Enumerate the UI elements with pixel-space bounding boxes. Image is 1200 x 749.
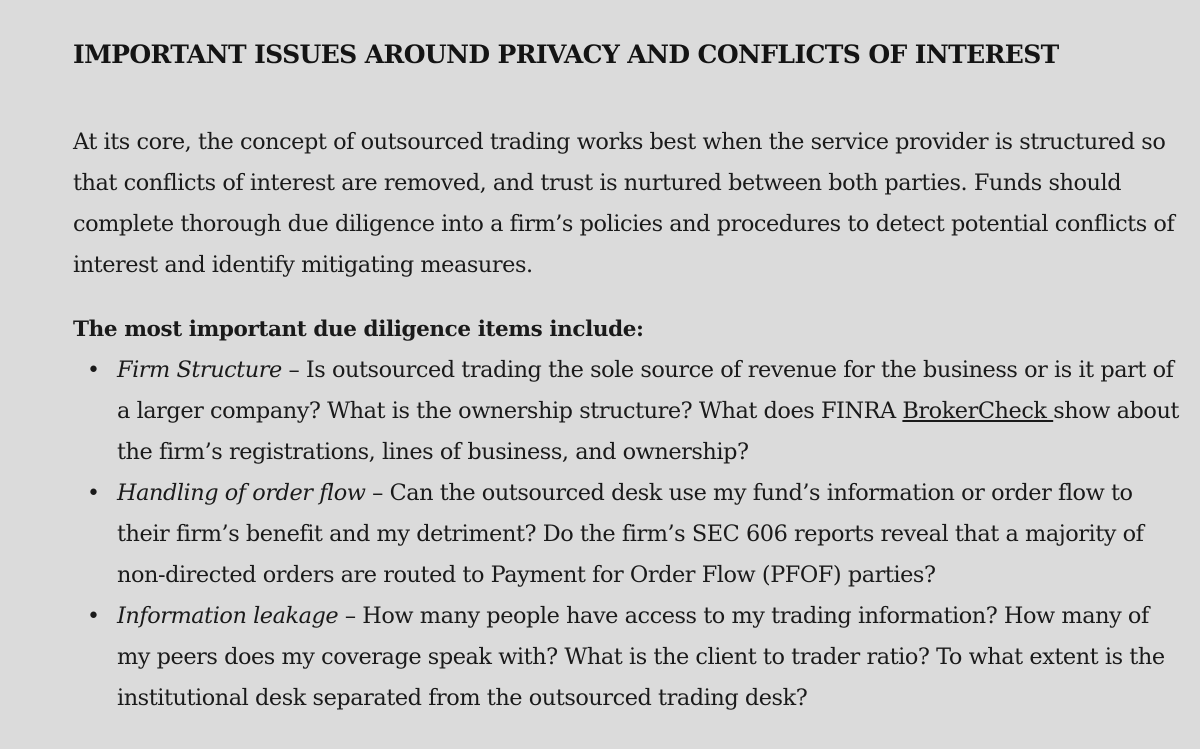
section-heading: IMPORTANT ISSUES AROUND PRIVACY AND CONFLICTS OF INTEREST — [73, 40, 1059, 69]
item-term: Firm Structure — [117, 357, 282, 383]
list-item-information-leakage — [87, 596, 1185, 719]
due-diligence-list — [73, 350, 1180, 719]
item-text: show about the firm’s registrations, lines of business, and ownership? — [117, 398, 1179, 465]
bullet-icon: • — [87, 358, 100, 383]
brokercheck-link[interactable]: BrokerCheck — [902, 398, 1054, 424]
item-text: – Can the outsourced desk use my fund’s information or order flow to their firm’s benefit and my detriment? Do the firm’s SEC 606 reports reveal that a majority of non-directed orders are routed to Payment for Order Flow (PFOF) parties? — [117, 480, 1144, 588]
list-item-handling-of-order-flow — [87, 473, 1185, 596]
item-text: – How many people have access to my trading information? How many of my peers does my coverage speak with? What is the client to trader ratio? To what extent is the institutional desk separated from the outsourced trading desk? — [117, 603, 1165, 711]
item-term: Handling of order flow — [117, 480, 366, 506]
intro-paragraph: At its core, the concept of outsourced trading works best when the service provider is structured so that conflicts of interest are removed, and trust is nurtured between both parties. Funds should complete thorough due diligence into a firm’s policies and procedures to detect potential conflicts of interest and identify mitigating measures. — [73, 129, 1175, 278]
list-item-firm-structure — [87, 350, 1185, 473]
item-term: Information leakage — [117, 603, 339, 629]
due-diligence-subheading: The most important due diligence items include: — [73, 317, 644, 342]
bullet-icon: • — [87, 481, 100, 506]
bullet-icon: • — [87, 604, 100, 629]
item-text: – Is outsourced trading the sole source of revenue for the business or is it part of a larger company? What is the ownership structure? What does FINRA — [117, 357, 1174, 424]
